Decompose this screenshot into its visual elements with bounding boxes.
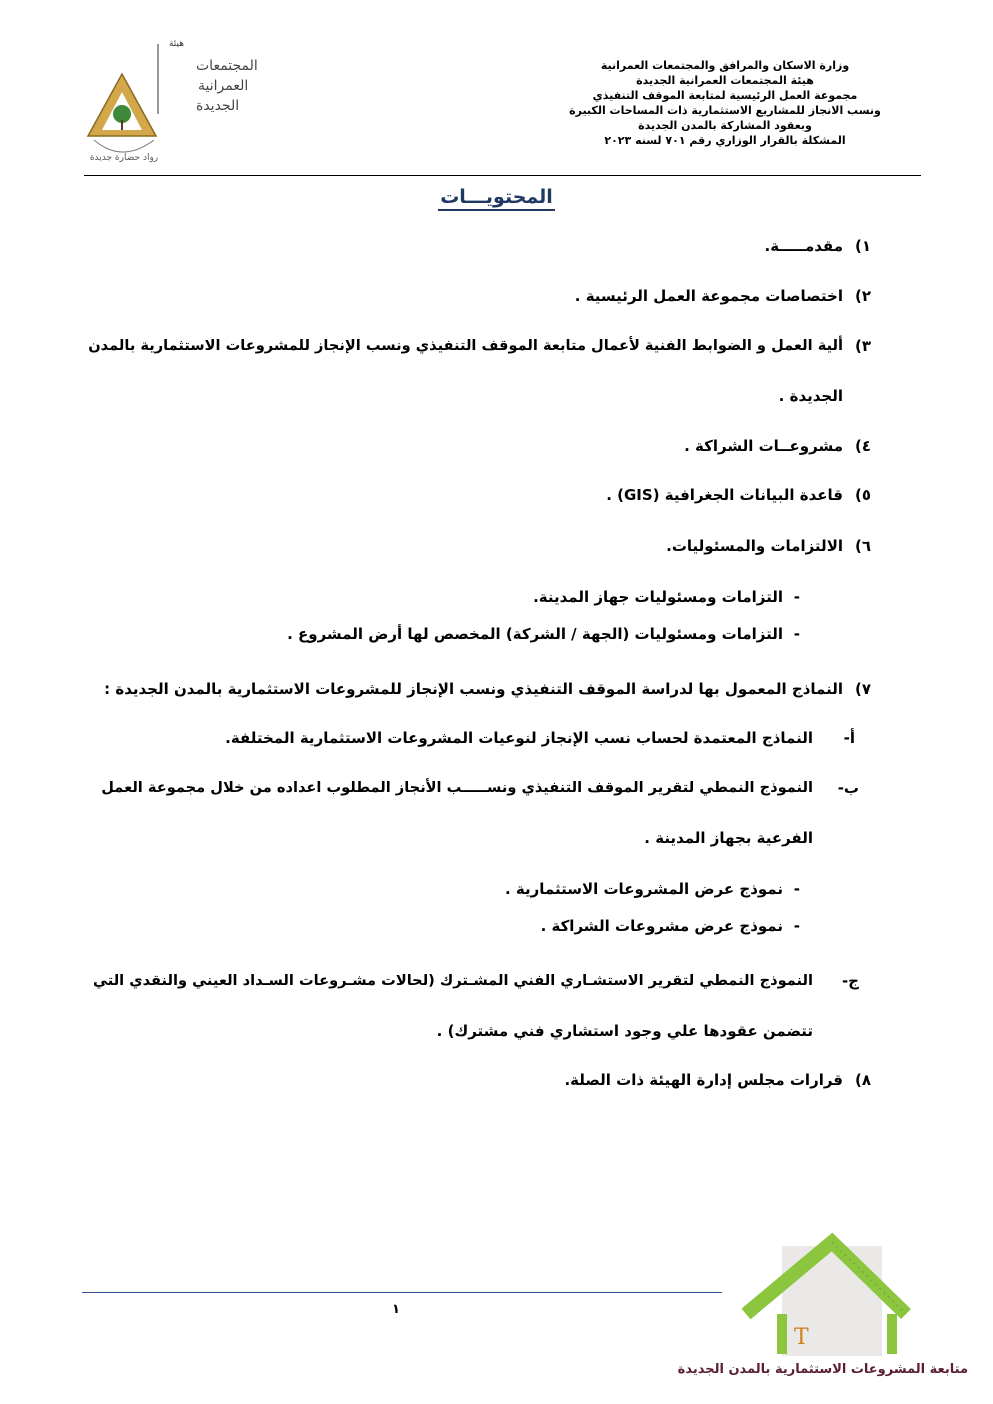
toc-subitem-status-report-cont: الفرعية بجهاز المدينة . bbox=[644, 829, 813, 847]
toc-item-gis: قاعدة البيانات الجغرافية (GIS) . bbox=[606, 486, 843, 504]
toc-subitem-city-agency: التزامات ومسئوليات جهاز المدينة. bbox=[533, 588, 783, 606]
header-line-ministry: وزارة الاسكان والمرافق والمجتمعات العمرانية bbox=[600, 59, 850, 72]
toc-subitem-status-report: النموذج النمطي لتقرير الموقف التنفيذي ونســـــب الأنجاز المطلوب اعداده من خلال مجموعة العمل bbox=[101, 779, 813, 796]
item-number: ٤) bbox=[854, 437, 871, 455]
header-line-authority: هيئة المجتمعات العمرانية الجديدة bbox=[636, 74, 814, 87]
logo-text-2: المجتمعات bbox=[196, 58, 258, 74]
item-number: ٦) bbox=[854, 537, 871, 555]
toc-subitem-investment-form: نموذج عرض المشروعات الاستثمارية . bbox=[504, 880, 783, 898]
page-number: ١ bbox=[392, 1302, 400, 1317]
toc-item-partnership: مشروعــات الشراكة . bbox=[684, 437, 843, 455]
item-letter: أ‌- bbox=[843, 729, 855, 747]
item-number: ٧) bbox=[854, 680, 871, 698]
toc-item-mechanism: ألية العمل و الضوابط الفنية لأعمال متابعة الموقف التنفيذي ونسب الإنجاز للمشروعات الاستثمارية بالمدن bbox=[88, 337, 843, 354]
page-title bbox=[0, 186, 993, 208]
toc-item-board-decisions: قرارات مجلس إدارة الهيئة ذات الصلة. bbox=[564, 1071, 843, 1089]
projects-followup-logo bbox=[722, 1236, 912, 1366]
item-number: ٢) bbox=[854, 287, 871, 305]
bullet-dash: - bbox=[793, 917, 800, 935]
footer-divider bbox=[82, 1292, 722, 1293]
toc-item-specializations: اختصاصات مجموعة العمل الرئيسية . bbox=[574, 287, 843, 305]
header-line-decree: المشكلة بالقرار الوزاري رقم ٧٠١ لسنه ٢٠٢٣ bbox=[604, 134, 846, 147]
item-number: ١) bbox=[854, 237, 871, 255]
item-number: ٨) bbox=[854, 1071, 871, 1089]
toc-item-introduction: مقدمـــــة. bbox=[764, 237, 843, 255]
item-number: ٣) bbox=[854, 337, 871, 355]
toc-item-mechanism-cont: الجديدة . bbox=[778, 387, 843, 405]
bullet-dash: - bbox=[793, 880, 800, 898]
toc-subitem-approved-models: النماذج المعتمدة لحساب نسب الإنجاز لنوعيات المشروعات الاستثمارية المختلفة. bbox=[225, 729, 813, 747]
header-line-group: مجموعة العمل الرئيسية لمتابعة الموقف التنفيذي bbox=[592, 89, 858, 102]
logo-text-4: الجديدة bbox=[196, 98, 240, 114]
logo-text-1: هيئة bbox=[168, 39, 184, 49]
toc-item-models: النماذج المعمول بها لدراسة الموقف التنفيذي ونسب الإنجاز للمشروعات الاستثمارية بالمدن الجديدة : bbox=[104, 680, 843, 698]
bullet-dash: - bbox=[793, 588, 800, 606]
item-letter: ب‌- bbox=[837, 779, 859, 797]
svg-text:T: T bbox=[794, 1325, 809, 1350]
header-line-projects: ونسب الانجاز للمشاريع الاستثمارية ذات المساحات الكبيرة bbox=[569, 104, 881, 117]
header-line-contracts: وبعقود المشاركة بالمدن الجديدة bbox=[638, 119, 812, 132]
toc-subitem-consultant-report-cont: تتضمن عقودها علي وجود استشاري فني مشترك) . bbox=[436, 1022, 813, 1040]
toc-subitem-consultant-report: النموذج النمطي لتقرير الاستشـاري الفني المشـترك (لحالات مشـروعات السـداد العيني والنقدي التي bbox=[92, 972, 813, 989]
header-block bbox=[545, 58, 905, 148]
page-title-text: المحتويـــات bbox=[438, 186, 555, 211]
toc-item-obligations: الالتزامات والمسئوليات. bbox=[666, 537, 843, 555]
item-letter: ج‌- bbox=[841, 972, 859, 990]
logo-slogan: رواد حضارة جديدة bbox=[89, 153, 159, 163]
footer-caption: متابعة المشروعات الاستثمارية بالمدن الجديدة bbox=[677, 1362, 968, 1377]
item-number: ٥) bbox=[854, 486, 871, 504]
header-divider bbox=[84, 175, 921, 176]
logo-text-3: العمرانية bbox=[198, 78, 249, 94]
authority-logo bbox=[84, 36, 258, 170]
toc-subitem-company: التزامات ومسئوليات (الجهة / الشركة) المخصص لها أرض المشروع . bbox=[287, 625, 783, 643]
bullet-dash: - bbox=[793, 625, 800, 643]
toc-subitem-partnership-form: نموذج عرض مشروعات الشراكة . bbox=[540, 917, 783, 935]
